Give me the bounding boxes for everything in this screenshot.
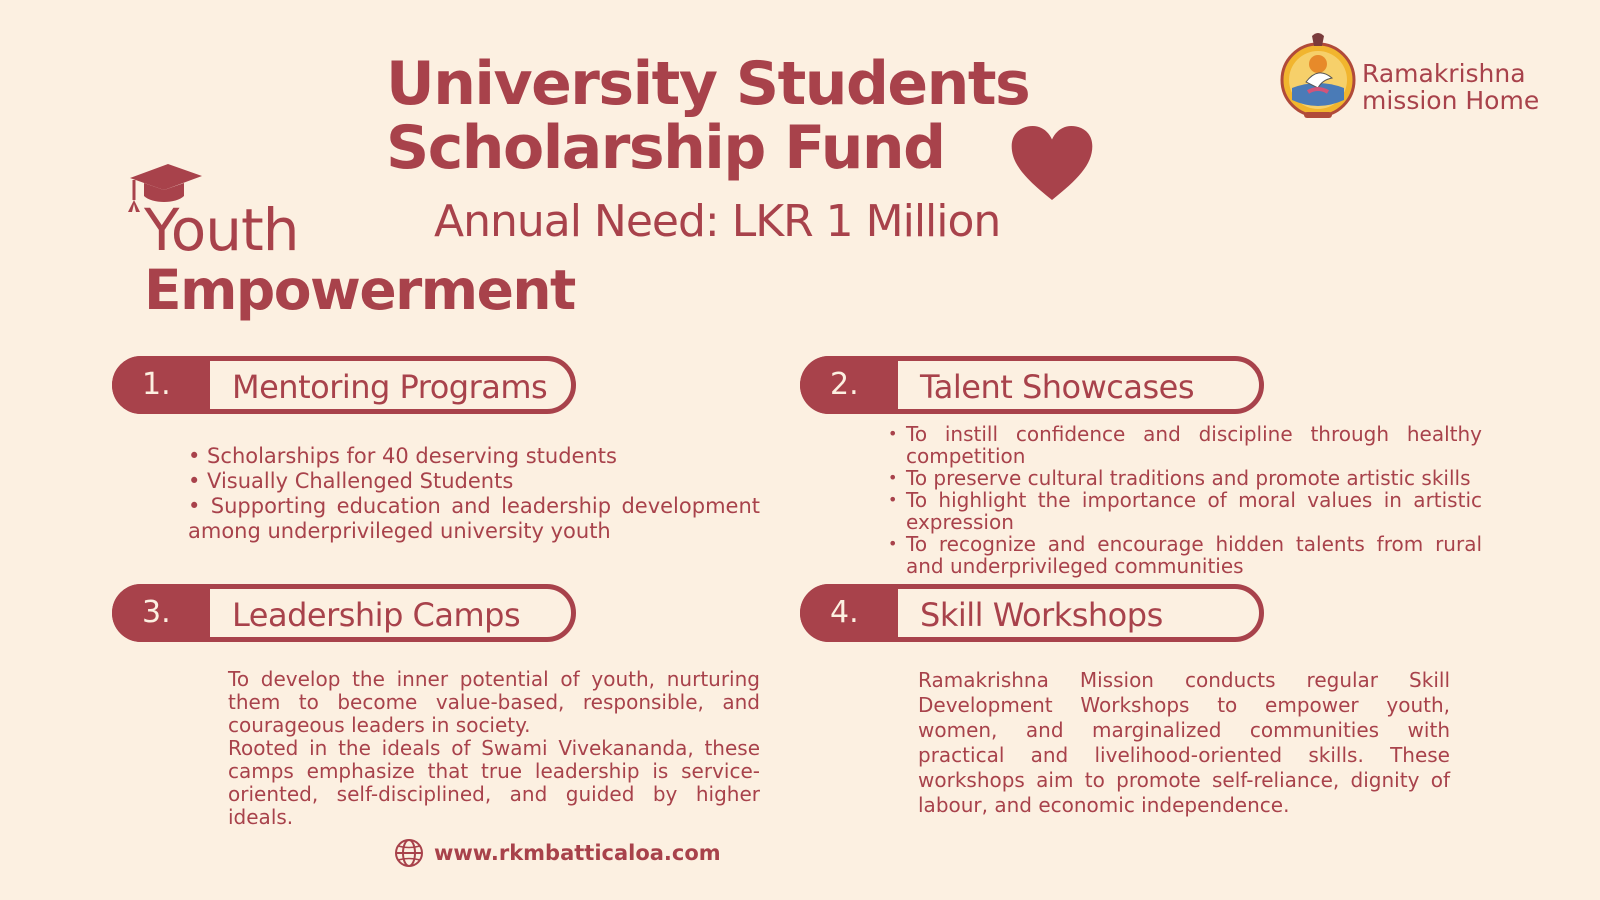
website-link[interactable]: www.rkmbatticaloa.com <box>434 841 721 865</box>
annual-need: Annual Need: LKR 1 Million <box>434 196 1001 247</box>
paragraph: To develop the inner potential of youth, nurturing them to become value-based, responsible, and courageous leaders in society. <box>228 667 760 737</box>
skill-workshops-details <box>918 668 1450 818</box>
leadership-camps-details <box>228 668 760 829</box>
globe-icon <box>394 838 424 868</box>
list-item: • To highlight the importance of moral values in artistic expression <box>888 489 1482 533</box>
title-line-2: Scholarship Fund <box>386 113 945 183</box>
card-label: Skill Workshops <box>920 596 1163 634</box>
section-word-youth: Youth <box>144 196 299 264</box>
list-item: • Scholarships for 40 deserving students <box>188 444 617 468</box>
organization-name-line-1: Ramakrishna <box>1362 59 1526 88</box>
card-label: Mentoring Programs <box>232 368 548 406</box>
ramakrishna-mission-emblem <box>1278 30 1358 122</box>
card-leadership-camps <box>112 584 576 642</box>
title-line-1: University Students <box>386 49 1030 119</box>
page-title <box>386 49 1030 183</box>
card-number: 4. <box>800 584 898 642</box>
card-skill-workshops <box>800 584 1264 642</box>
card-mentoring-programs <box>112 356 576 414</box>
list-item: • Visually Challenged Students <box>188 469 514 493</box>
list-item: • To instill confidence and discipline through healthy competition <box>888 423 1482 467</box>
organization-name <box>1362 60 1539 114</box>
mentoring-programs-details <box>188 444 760 544</box>
paragraph: Rooted in the ideals of Swami Vivekananda, these camps emphasize that true leadership is service-oriented, self-disciplined, and guided by higher ideals. <box>228 736 760 829</box>
paragraph: Ramakrishna Mission conducts regular Skill Development Workshops to empower youth, women, and marginalized communities with practical and livelihood-oriented skills. These workshops aim to promote self-reliance, dignity of labour, and economic independence. <box>918 668 1450 817</box>
heart-icon <box>1010 124 1094 202</box>
list-item: • To recognize and encourage hidden talents from rural and underprivileged communities <box>888 533 1482 577</box>
card-number: 2. <box>800 356 898 414</box>
organization-name-line-2: mission Home <box>1362 86 1540 115</box>
card-talent-showcases <box>800 356 1264 414</box>
card-label: Leadership Camps <box>232 596 521 634</box>
talent-showcases-details <box>888 423 1482 577</box>
card-number: 1. <box>112 356 210 414</box>
list-item: • Supporting education and leadership development among underprivileged university youth <box>188 494 760 543</box>
section-word-empowerment: Empowerment <box>144 258 575 322</box>
list-item: • To preserve cultural traditions and promote artistic skills <box>888 467 1482 489</box>
card-label: Talent Showcases <box>920 368 1195 406</box>
card-number: 3. <box>112 584 210 642</box>
